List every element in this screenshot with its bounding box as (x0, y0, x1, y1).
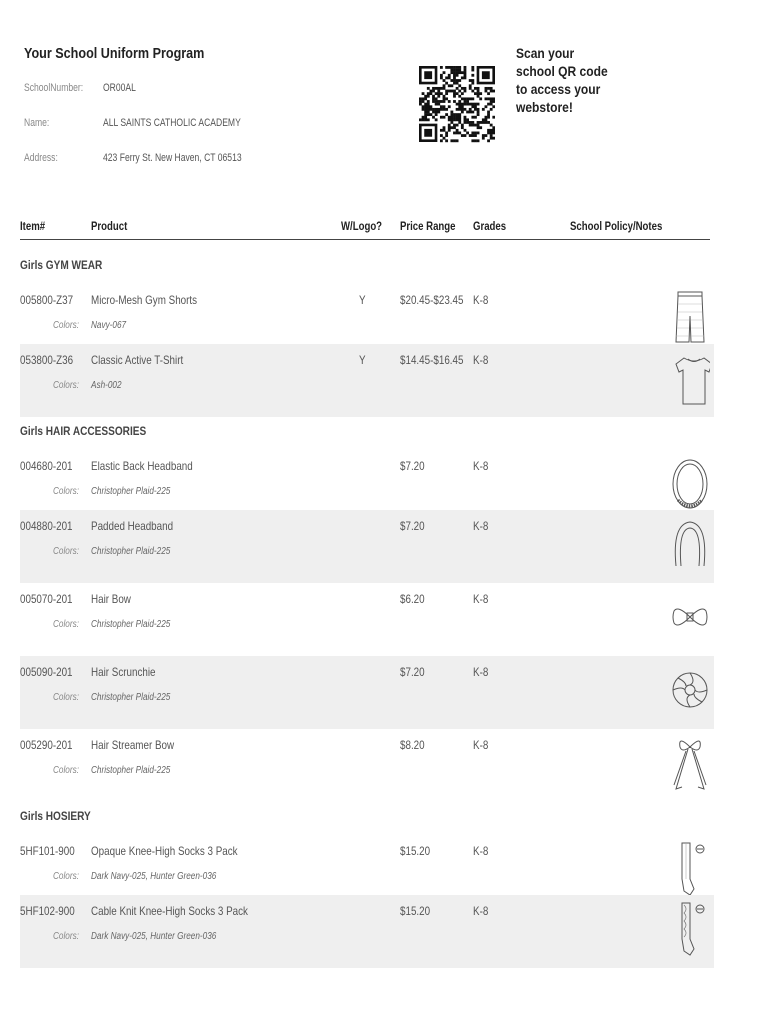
school-name-value: ALL SAINTS CATHOLIC ACADEMY (103, 117, 241, 129)
column-header-notes: School Policy/Notes (570, 219, 663, 233)
opaque-socks-icon (670, 839, 710, 901)
colors-value: Dark Navy-025, Hunter Green-036 (91, 871, 217, 882)
item-number: 5HF102-900 (20, 904, 75, 918)
shorts-icon (670, 288, 710, 350)
grades: K-8 (473, 665, 489, 679)
product-name: Hair Bow (91, 592, 131, 606)
scrunchie-icon (670, 660, 710, 722)
product-name: Elastic Back Headband (91, 459, 193, 473)
logo-flag: Y (359, 353, 366, 367)
item-number: 5HF101-900 (20, 844, 75, 858)
colors-value: Dark Navy-025, Hunter Green-036 (91, 931, 217, 942)
column-header-item: Item# (20, 219, 46, 233)
product-row (20, 835, 714, 895)
colors-value: Christopher Plaid-225 (91, 692, 171, 703)
price-range: $8.20 (400, 738, 425, 752)
item-number: 053800-Z36 (20, 353, 74, 367)
colors-label: Colors: (53, 765, 79, 776)
colors-label: Colors: (53, 320, 79, 331)
hair-bow-icon (670, 587, 710, 649)
product-row (20, 344, 714, 417)
section-heading: Girls HOSIERY (20, 809, 91, 823)
page-title: Your School Uniform Program (24, 45, 205, 62)
logo-flag: Y (359, 293, 366, 307)
scan-instructions: Scan your school QR code to access your webstore! (516, 45, 608, 115)
colors-label: Colors: (53, 380, 79, 391)
colors-label: Colors: (53, 619, 79, 630)
column-header-price: Price Range (400, 219, 456, 233)
colors-value: Christopher Plaid-225 (91, 486, 171, 497)
price-range: $15.20 (400, 904, 431, 918)
product-name: Padded Headband (91, 519, 174, 533)
product-row (20, 895, 714, 968)
cable-socks-icon (670, 899, 710, 961)
grades: K-8 (473, 353, 489, 367)
school-number-value: OR00AL (103, 82, 136, 94)
product-name: Hair Streamer Bow (91, 738, 175, 752)
colors-label: Colors: (53, 931, 79, 942)
streamer-bow-icon (670, 733, 710, 795)
product-name: Hair Scrunchie (91, 665, 156, 679)
qr-code[interactable] (419, 45, 495, 163)
product-row (20, 284, 714, 341)
colors-value: Christopher Plaid-225 (91, 619, 171, 630)
price-range: $7.20 (400, 519, 425, 533)
grades: K-8 (473, 519, 489, 533)
colors-value: Ash-002 (91, 380, 122, 391)
product-row (20, 583, 714, 656)
product-row (20, 450, 714, 510)
address-value: 423 Ferry St. New Haven, CT 06513 (103, 152, 242, 164)
padded-headband-icon (670, 514, 710, 576)
colors-label: Colors: (53, 692, 79, 703)
column-header-grades: Grades (473, 219, 507, 233)
product-row (20, 510, 714, 583)
price-range: $7.20 (400, 665, 425, 679)
school-number-label: SchoolNumber: (24, 82, 84, 94)
grades: K-8 (473, 459, 489, 473)
product-name: Classic Active T-Shirt (91, 353, 184, 367)
price-range: $7.20 (400, 459, 425, 473)
header-divider (20, 239, 710, 240)
item-number: 004880-201 (20, 519, 73, 533)
colors-value: Navy-067 (91, 320, 127, 331)
product-name: Micro-Mesh Gym Shorts (91, 293, 198, 307)
price-range: $15.20 (400, 844, 431, 858)
column-header-product: Product (91, 219, 128, 233)
item-number: 005290-201 (20, 738, 73, 752)
item-number: 005070-201 (20, 592, 73, 606)
grades: K-8 (473, 738, 489, 752)
colors-label: Colors: (53, 546, 79, 557)
product-name: Cable Knit Knee-High Socks 3 Pack (91, 904, 248, 918)
product-row (20, 729, 714, 802)
address-label: Address: (24, 152, 58, 164)
price-range: $14.45-$16.45 (400, 353, 464, 367)
section-heading: Girls HAIR ACCESSORIES (20, 424, 147, 438)
grades: K-8 (473, 592, 489, 606)
product-name: Opaque Knee-High Socks 3 Pack (91, 844, 238, 858)
item-number: 005090-201 (20, 665, 73, 679)
section-heading: Girls GYM WEAR (20, 258, 103, 272)
colors-label: Colors: (53, 486, 79, 497)
grades: K-8 (473, 904, 489, 918)
product-row (20, 656, 714, 729)
colors-value: Christopher Plaid-225 (91, 546, 171, 557)
grades: K-8 (473, 844, 489, 858)
name-label: Name: (24, 117, 50, 129)
elastic-headband-icon (670, 454, 710, 516)
colors-label: Colors: (53, 871, 79, 882)
price-range: $6.20 (400, 592, 425, 606)
item-number: 004680-201 (20, 459, 73, 473)
price-range: $20.45-$23.45 (400, 293, 464, 307)
column-header-logo: W/Logo? (341, 219, 383, 233)
colors-value: Christopher Plaid-225 (91, 765, 171, 776)
item-number: 005800-Z37 (20, 293, 74, 307)
tshirt-icon (670, 348, 710, 410)
grades: K-8 (473, 293, 489, 307)
